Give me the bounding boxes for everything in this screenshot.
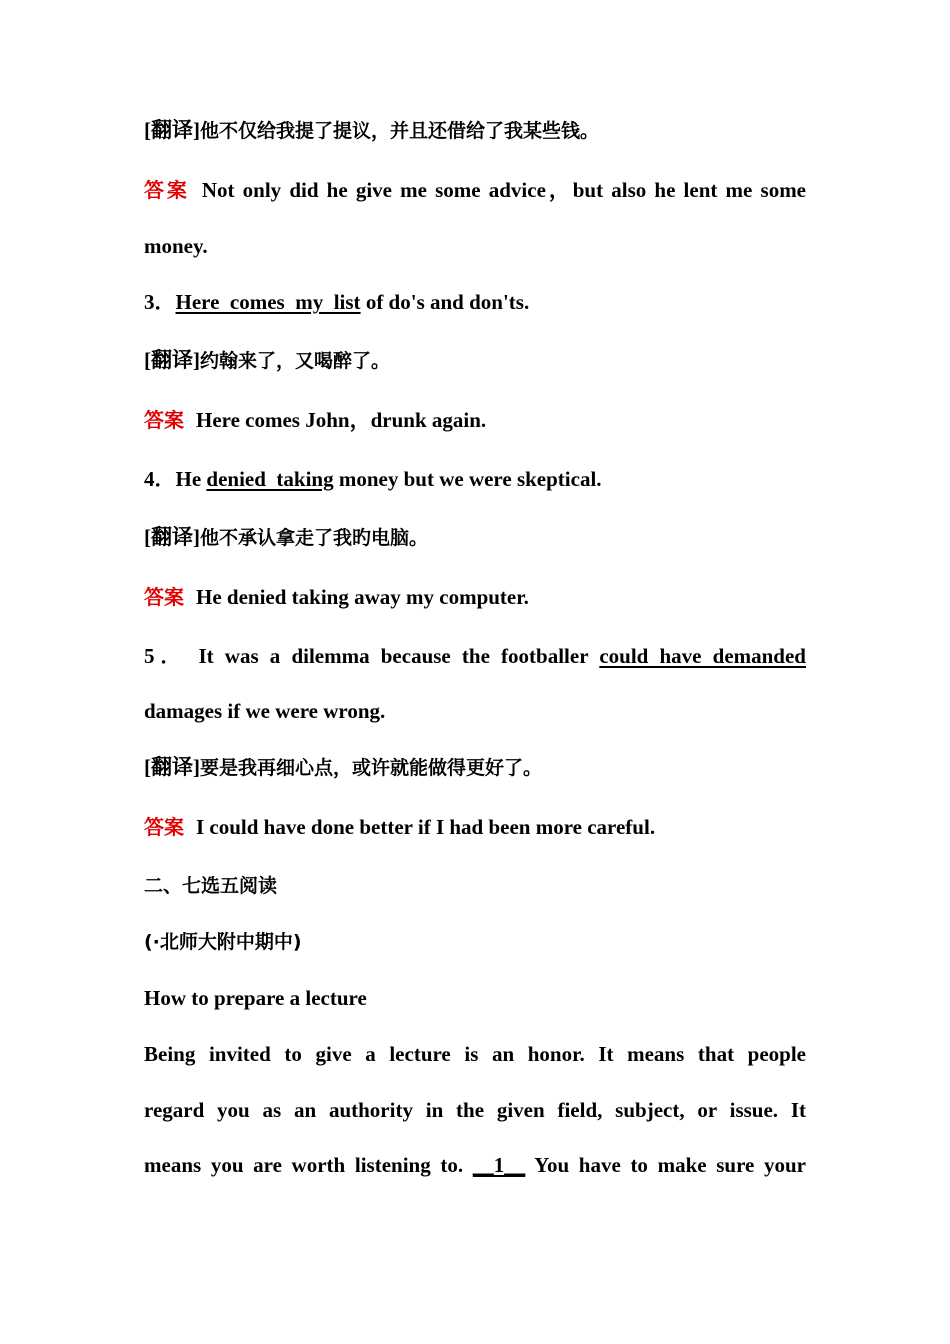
translation-text: 他不承认拿走了我旳电脑。 [200,527,429,549]
passage-text-pre: means you are worth listening to. [144,1153,473,1177]
passage-line-1: Being invited to give a lecture is an honor. It means that people [144,1042,806,1066]
underlined-phrase: could have demanded [599,644,806,668]
question-4 [144,465,806,493]
question-number: 4． [144,467,176,491]
answer-line-4 [144,583,806,611]
question-text: money but we were skeptical. [333,467,602,491]
question-text-pre: It was a dilemma because the footballer [198,644,600,668]
blank-1: __1__ [472,1153,526,1177]
translation-label: [翻译] [144,525,200,549]
question-5-line1 [144,642,806,670]
answer-text: Here comes John，drunk again. [196,408,487,432]
answer-text: He denied taking away my computer. [196,585,529,609]
answer-label: 答案 [144,815,184,839]
passage-line-3 [144,1151,806,1179]
answer-line-2b [144,232,806,260]
question-number: 3． [144,290,176,314]
translation-text: 他不仅给我提了提议，并且还借给了我某些钱。 [200,120,600,142]
translation-line-4 [144,523,806,552]
translation-label: [翻译] [144,118,200,142]
section-heading: 二、七选五阅读 [144,875,278,897]
question-text-continued: damages if we were wrong. [144,699,386,723]
passage-title: How to prepare a lecture [144,986,367,1010]
question-3 [144,288,806,316]
answer-text: I could have done better if I had been more careful. [196,815,656,839]
section-source: (·北师大附中期中) [144,931,302,953]
question-5-line2 [144,697,806,725]
translation-line-3 [144,346,806,375]
underlined-phrase: denied taking [206,467,334,491]
passage-text-post: You have to make sure your [534,1153,806,1177]
translation-line-2 [144,116,806,145]
translation-text: 要是我再细心点，或许就能做得更好了。 [200,757,543,779]
question-number: 5． [144,644,188,668]
translation-label: [翻译] [144,348,200,372]
passage-line-2: regard you as an authority in the given field, subject, or issue. It [144,1098,806,1122]
answer-line-3 [144,406,806,434]
translation-line-5 [144,753,806,782]
question-text-pre: He [175,467,207,491]
answer-text-continued: money. [144,234,208,258]
translation-label: [翻译] [144,755,200,779]
answer-label: 答案 [144,585,184,609]
question-text: of do's and don'ts. [360,290,530,314]
answer-label: 答案 [144,408,184,432]
answer-line-5 [144,813,806,841]
answer-label: 答案 [144,178,190,202]
answer-line-2a [144,176,806,204]
answer-text: Not only did he give me some advice，but also he lent me some [201,178,807,202]
translation-text: 约翰来了，又喝醉了。 [200,350,391,372]
underlined-phrase: Here comes my list [175,290,361,314]
